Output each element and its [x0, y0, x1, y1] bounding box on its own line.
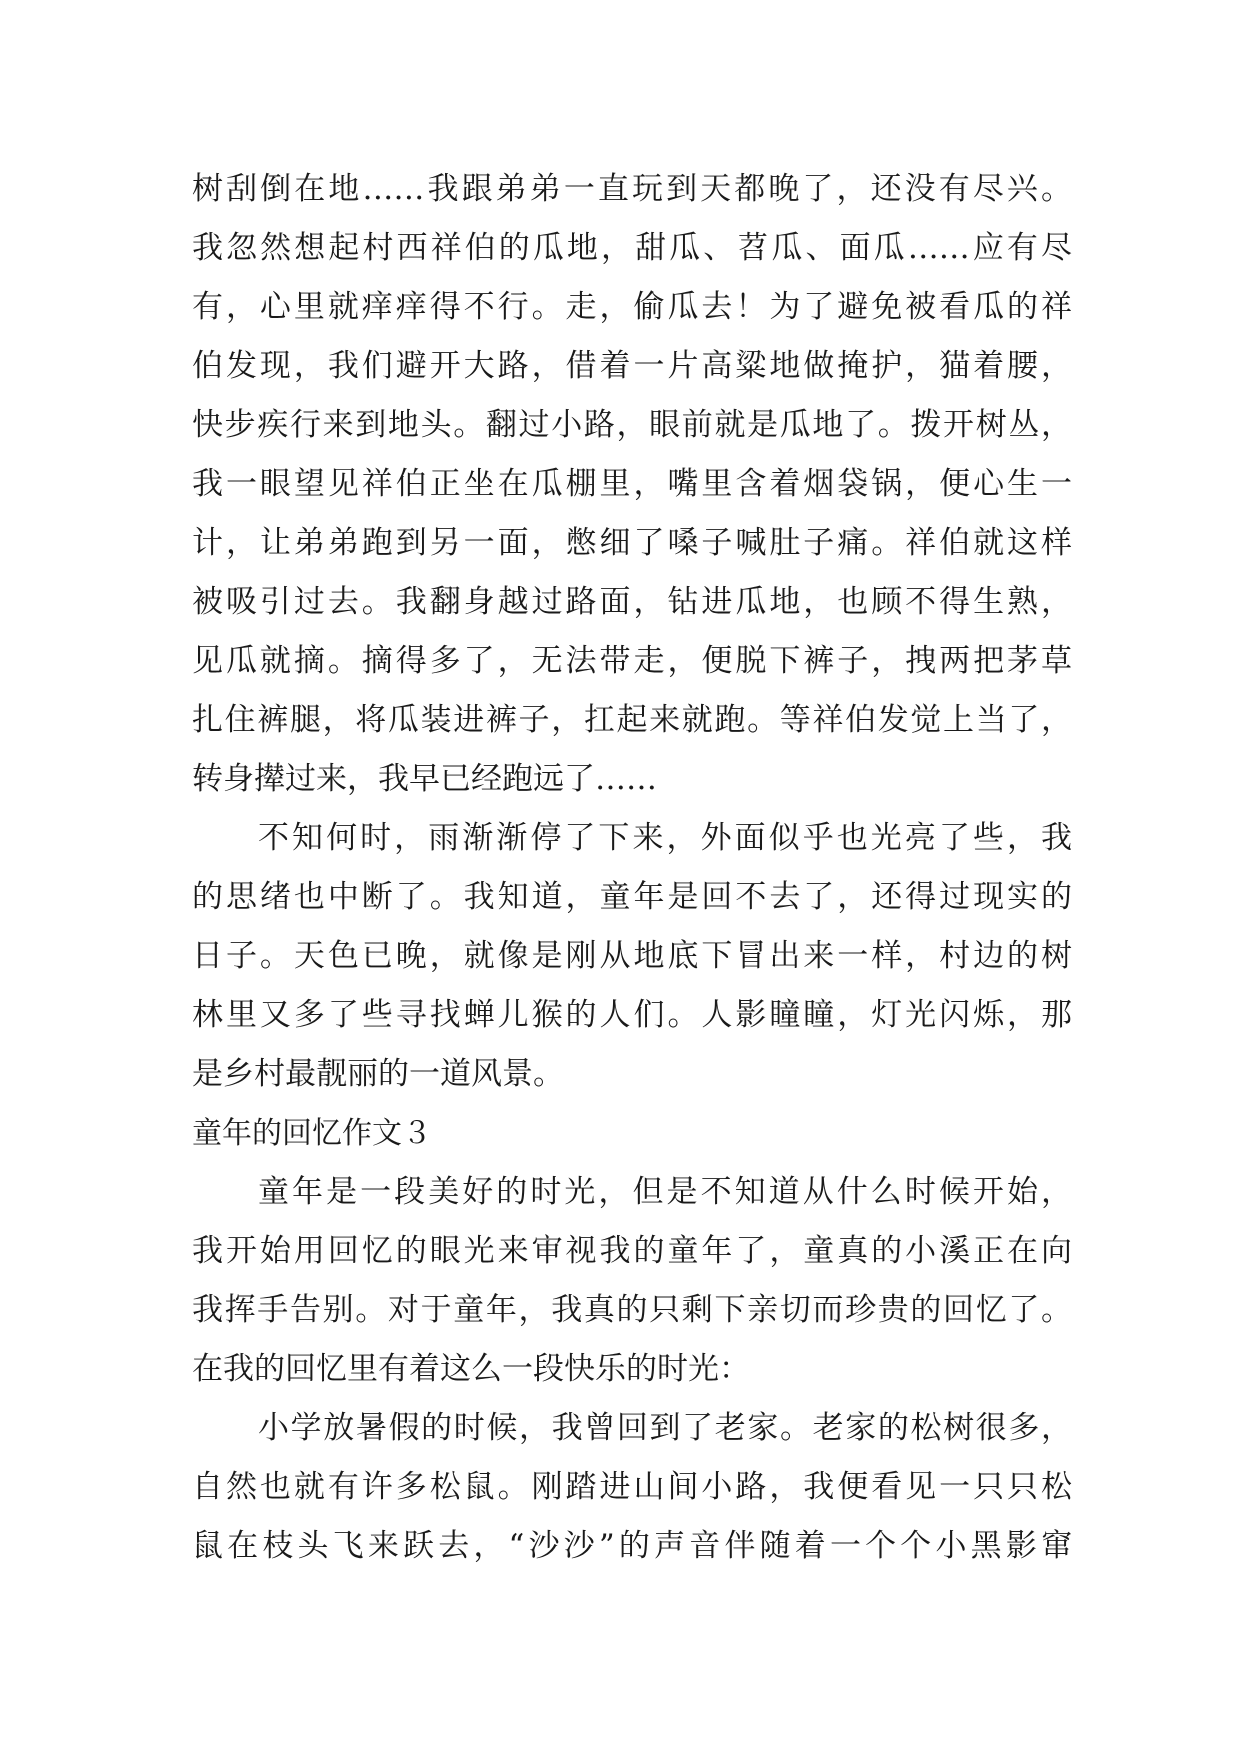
paragraph-start-line: 不知何时，雨渐渐停了下来，外面似乎也光亮了些，我 — [258, 820, 1072, 856]
text-line: 日子。天色已晚，就像是刚从地底下冒出来一样，村边的树 — [192, 938, 1072, 974]
text-line: 的思绪也中断了。我知道，童年是回不去了，还得过现实的 — [192, 879, 1072, 915]
document-body — [192, 160, 1072, 1576]
text-line: 我开始用回忆的眼光来审视我的童年了，童真的小溪正在向 — [192, 1233, 1072, 1269]
text-line: 我挥手告别。对于童年，我真的只剩下亲切而珍贵的回忆了。 — [192, 1292, 1072, 1328]
text-line: 树刮倒在地……我跟弟弟一直玩到天都晚了，还没有尽兴。 — [192, 171, 1072, 207]
text-line: 我一眼望见祥伯正坐在瓜棚里，嘴里含着烟袋锅，便心生一 — [192, 466, 1072, 502]
text-line: 自然也就有许多松鼠。刚踏进山间小路，我便看见一只只松 — [192, 1469, 1072, 1505]
text-line: 我忽然想起村西祥伯的瓜地，甜瓜、苕瓜、面瓜……应有尽 — [192, 230, 1072, 266]
text-line: 快步疾行来到地头。翻过小路，眼前就是瓜地了。拨开树丛， — [192, 407, 1072, 443]
section-heading: 童年的回忆作文３ — [192, 1116, 432, 1151]
text-line: 见瓜就摘。摘得多了，无法带走，便脱下裤子，拽两把茅草 — [192, 643, 1072, 679]
text-line: 计，让弟弟跑到另一面，憋细了嗓子喊肚子痛。祥伯就这样 — [192, 525, 1072, 561]
paragraph-end-line: 在我的回忆里有着这么一段快乐的时光： — [192, 1351, 750, 1387]
paragraph-start-line: 童年是一段美好的时光，但是不知道从什么时候开始， — [258, 1174, 1072, 1210]
text-line: 扎住裤腿，将瓜装进裤子，扛起来就跑。等祥伯发觉上当了， — [192, 702, 1072, 738]
text-line: 被吸引过去。我翻身越过路面，钻进瓜地，也顾不得生熟， — [192, 584, 1072, 620]
text-line: 林里又多了些寻找蝉儿猴的人们。人影瞳瞳，灯光闪烁，那 — [192, 997, 1072, 1033]
paragraph-start-line: 小学放暑假的时候，我曾回到了老家。老家的松树很多， — [258, 1410, 1072, 1446]
text-line: 有，心里就痒痒得不行。走，偷瓜去！为了避免被看瓜的祥 — [192, 289, 1072, 325]
paragraph-end-line: 转身撵过来，我早已经跑远了…… — [192, 761, 657, 797]
paragraph-end-line: 是乡村最靓丽的一道风景。 — [192, 1056, 564, 1092]
text-line: 伯发现，我们避开大路，借着一片高粱地做掩护，猫着腰， — [192, 348, 1072, 384]
text-line: 鼠在枝头飞来跃去，“沙沙”的声音伴随着一个个小黑影窜 — [192, 1528, 1072, 1564]
